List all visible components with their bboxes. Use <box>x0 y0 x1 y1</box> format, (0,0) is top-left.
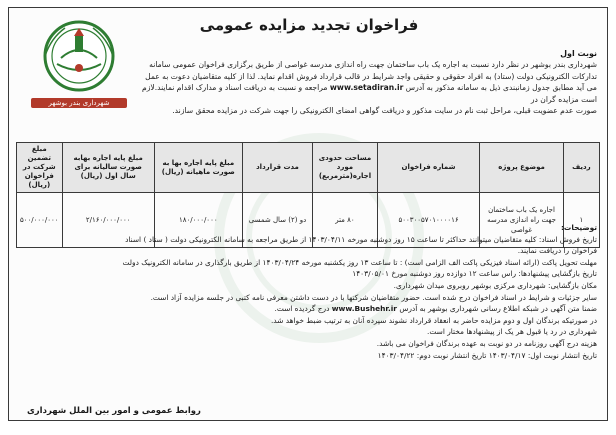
intro-line-3-start: می آید مطابق جدول زمانبندی ذیل به سامانه مذکور به آدرس <box>405 83 597 93</box>
note-line: مهلت تحویل پاکت (ارائه اسناد فیزیکی پاکت الف الزامی است) : تا ساعت ۱۳ روز یکشنبه مورخه ۱۴۰۳/۰۴/۲۴ از طریق بارگذاری در سامانه الکترونیک دولت <box>122 257 597 267</box>
header <box>9 8 607 116</box>
cell-subject: اجاره یک باب ساختمان جهت راه اندازی مدرسه غواصی <box>480 193 563 248</box>
signature: روابط عمومی و امور بین الملل شهرداری <box>27 406 201 416</box>
col-row: ردیف <box>563 143 599 193</box>
cell-monthly: ۱۸۰/۰۰۰/۰۰۰ <box>154 193 242 248</box>
intro-line-2: تدارکات الکترونیکی دولت (ستاد) به افراد حقوقی و حقیقی واجد شرایط در قالب قرارداد فروش اقدام نماید. لذا از کلیه متقاضیان دعوت به عمل <box>145 71 597 81</box>
note-line: در صورتیکه برندگان اول و دوم مزایده حاضر به انعقاد قرارداد نشوند سپرده آنان به ترتیب ضبط خواهد شد. <box>270 315 597 325</box>
notes-section <box>17 222 597 361</box>
note-line: تاریخ بازگشایی پیشنهادها: راس ساعت ۱۲ دوازده روز دوشنبه مورخ ۱۴۰۳/۰۵/۰۱ <box>352 269 597 279</box>
notes-heading: توضیحات: <box>560 223 597 232</box>
round-label: نوبت اول <box>560 49 597 58</box>
bushehr-link[interactable]: www.Bushehr.ir <box>331 304 397 314</box>
cell-row: ۱ <box>563 193 599 248</box>
note-line: هزینه درج آگهی روزنامه در دو نوبت به عهده برندگان فراخوان می باشد. <box>376 338 597 348</box>
municipality-emblem <box>31 18 127 106</box>
note-line: فراخوان را دریافت نمایند. <box>517 246 597 256</box>
note-line-website <box>17 303 597 315</box>
note-line: تاریخ انتشار نوبت اول: ۱۴۰۳/۰۴/۱۷ تاریخ انتشار نوبت دوم: ۱۴۰۳/۰۴/۲۲ <box>377 350 597 360</box>
col-number: شماره فراخوان <box>377 143 480 193</box>
note-line: شهرداری در رد یا قبول هر یک از پیشنهادها مختار است. <box>427 327 597 337</box>
setadiran-link[interactable]: www.setadiran.ir <box>329 83 404 93</box>
cell-guarantee: ۵۰۰/۰۰۰/۰۰۰ <box>17 193 63 248</box>
emblem-caption: شهرداری بندر بوشهر <box>31 98 127 108</box>
intro-text <box>142 48 597 116</box>
col-area: مساحت حدودی مورد اجاره(مترمربع) <box>313 143 378 193</box>
emblem-icon <box>31 18 127 98</box>
cell-number: ۵۰۰۳۰۰۵۷۰۱۰۰۰۰۱۶ <box>377 193 480 248</box>
cell-yearly: ۲/۱۶۰/۰۰۰/۰۰۰ <box>62 193 154 248</box>
note-website-suffix: درج گردیده است. <box>274 304 330 314</box>
cell-duration: دو (۲) سال شمسی <box>242 193 312 248</box>
col-monthly: مبلغ پایه اجاره بها به صورت ماهیانه (ریال) <box>154 143 242 193</box>
col-guarantee: مبلغ تضمین شرکت در فراخوان (ریال) <box>17 143 63 193</box>
intro-line-3-end: مراجعه و نسبت به دریافت اسناد و مدارک اقدام نمایند.لازم است مزایده گران در <box>142 83 597 104</box>
intro-line-4: صورت عدم عضویت قبلی، مراحل ثبت نام در سایت مذکور و دریافت گواهی امضای الکترونیکی را جهت شرکت در مزایده محقق سازند. <box>172 106 597 116</box>
intro-line-1: شهرداری بندر بوشهر در نظر دارد نسبت به اجاره یک باب ساختمان جهت راه اندازی مدرسه غواصی از طریق برگزاری فراخوان عمومی سامانه <box>149 60 597 70</box>
notice-title: فراخوان تجدید مزایده عمومی <box>199 16 419 34</box>
col-yearly: مبلغ پایه اجاره بهابه صورت سالیانه برای سال اول (ریال) <box>62 143 154 193</box>
intro-line-3 <box>142 82 597 105</box>
table-header-row <box>17 143 600 193</box>
col-subject: موضوع پروژه <box>480 143 563 193</box>
note-line: مکان بازگشایی: شهرداری مرکزی بوشهر روبروی میدان شهرداری. <box>393 280 597 290</box>
notice-page <box>8 7 608 421</box>
note-line: سایر جزئیات و شرایط در اسناد فراخوان درج شده است. حضور متقاضیان شرکتها با در دست داشتن معرفی نامه کتبی در جلسه مزایده آزاد است. <box>150 292 597 302</box>
col-duration: مدت قرارداد <box>242 143 312 193</box>
cell-area: ۸۰ متر <box>313 193 378 248</box>
note-website-text: ضمنا متن آگهی در شبکه اطلاع رسانی شهرداری بوشهر به آدرس <box>399 304 597 314</box>
note-line: تاریخ فروش اسناد: کلیه متقاضیان میتوانند حداکثر تا ساعت ۱۵ روز دوشنبه مورخه ۱۴۰۳/۰۴/۱۱ از طریق مراجعه به سامانه الکترونیکی دولت ( ستاد ) اسناد <box>125 234 597 244</box>
